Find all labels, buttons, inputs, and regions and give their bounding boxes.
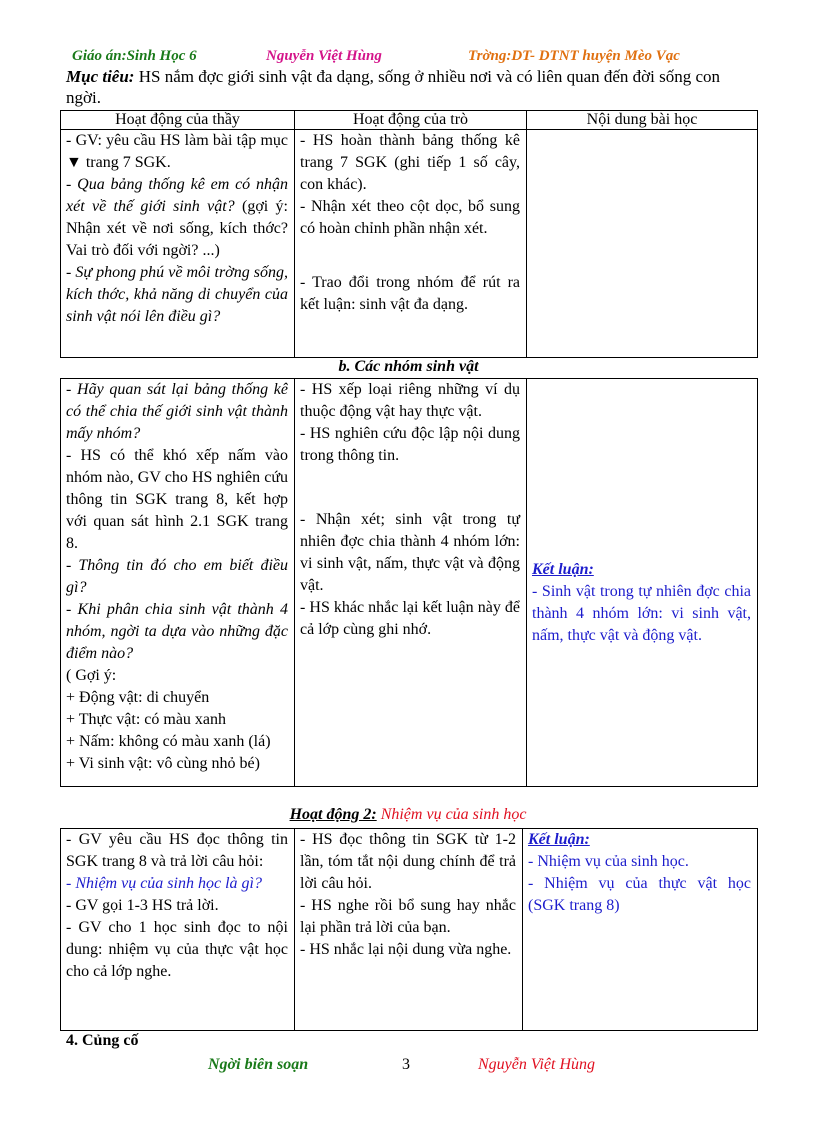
teacher-item: - GV cho 1 học sinh đọc to nội dung: nhiệm vụ của thực vật học cho cả lớp nghe. xyxy=(66,919,288,980)
student-item: - Trao đổi trong nhóm để rút ra kết luận: sinh vật đa dạng. xyxy=(300,274,520,313)
teacher-hint: + Nấm: không có màu xanh (lá) xyxy=(66,733,271,750)
student-cell xyxy=(295,379,527,787)
conclusion-label: Kết luận: xyxy=(532,561,594,578)
activity-table-2 xyxy=(60,378,758,787)
teacher-item: - GV: yêu cầu HS làm bài tập mục ▼ trang 7 SGK. xyxy=(66,132,288,171)
teacher-question: - Khi phân chia sinh vật thành 4 nhóm, ngời ta dựa vào những đặc điểm nào? xyxy=(66,601,288,662)
teacher-hint: (gợi ý: Nhận xét về nơi sống, kích thớc? Vai trò đối với ngời? ...) xyxy=(66,198,288,259)
table-row xyxy=(61,130,758,358)
activity-2-label: Hoạt động 2: xyxy=(289,806,377,823)
consolidation-heading: 4. Củng cố xyxy=(66,1032,139,1049)
content-cell xyxy=(527,130,758,358)
teacher-hint: + Động vật: di chuyển xyxy=(66,689,210,706)
conclusion-item: - Nhiệm vụ của sinh học. xyxy=(528,853,689,870)
objective-label: Mục tiêu: xyxy=(66,67,135,86)
teacher-question: - Hãy quan sát lại bảng thống kê có thể chia thế giới sinh vật thành mấy nhóm? xyxy=(66,381,288,442)
conclusion-item: - Nhiệm vụ của thực vật học (SGK trang 8) xyxy=(528,875,751,914)
col-header-teacher: Hoạt động của thầy xyxy=(61,111,295,130)
activity-table-3 xyxy=(60,828,758,1031)
teacher-question: - Nhiệm vụ của sinh học là gì? xyxy=(66,875,262,892)
section-title: b. Các nhóm sinh vật xyxy=(338,358,479,375)
activity-2-heading xyxy=(0,806,816,824)
table-row xyxy=(61,379,758,787)
header-subject: Giáo án:Sinh Học 6 xyxy=(72,48,197,64)
student-item: - Nhận xét; sinh vật trong tự nhiên đợc chia thành 4 nhóm lớn: vi sinh vật, nấm, thực vật và động vật. xyxy=(300,511,520,594)
page-footer xyxy=(0,1056,816,1080)
col-header-content: Nội dung bài học xyxy=(527,111,758,130)
teacher-hint: + Thực vật: có màu xanh xyxy=(66,711,227,728)
objective-text: HS nắm đợc giới sinh vật đa dạng, sống ở nhiều nơi và có liên quan đến đời sống con ngời. xyxy=(66,67,721,107)
student-cell xyxy=(295,829,523,1031)
student-item: - HS xếp loại riêng những ví dụ thuộc động vật hay thực vật. xyxy=(300,381,520,420)
table-row xyxy=(61,829,758,1031)
conclusion-text: - Sinh vật trong tự nhiên đợc chia thành 4 nhóm lớn: vi sinh vật, nấm, thực vật và động vật. xyxy=(532,583,751,644)
student-item: - HS đọc thông tin SGK từ 1-2 lần, tóm tắt nội dung chính để trả lời câu hỏi. xyxy=(300,831,516,892)
content-cell xyxy=(527,379,758,787)
teacher-question: - Sự phong phú về môi trờng sống, kích thớc, khả năng di chuyển của sinh vật nói lên điều gì? xyxy=(66,264,288,325)
student-item: - HS nghiên cứu độc lập nội dung trong thông tin. xyxy=(300,425,520,464)
table-header-row xyxy=(61,111,758,130)
content-cell xyxy=(523,829,758,1031)
student-item: - HS khác nhắc lại kết luận này để cả lớp cùng ghi nhớ. xyxy=(300,599,520,638)
footer-author: Nguyễn Việt Hùng xyxy=(478,1056,596,1073)
student-item: - HS hoàn thành bảng thống kê trang 7 SGK (ghi tiếp 1 số cây, con khác). xyxy=(300,132,520,193)
teacher-question: - Qua bảng thống kê em có nhận xét về thế giới sinh vật? xyxy=(66,176,288,215)
page-number: 3 xyxy=(402,1056,410,1073)
teacher-cell xyxy=(61,379,295,787)
header-school: Trờng:DT- DTNT huyện Mèo Vạc xyxy=(468,48,680,64)
objective xyxy=(66,66,756,108)
activity-table-1 xyxy=(60,110,758,358)
student-cell xyxy=(295,130,527,358)
col-header-student: Hoạt động của trò xyxy=(295,111,527,130)
header-teacher: Nguyễn Việt Hùng xyxy=(266,48,382,64)
teacher-hint: ( Gợi ý: xyxy=(66,667,117,684)
teacher-cell xyxy=(61,829,295,1031)
student-item: - HS nghe rồi bổ sung hay nhắc lại phần trả lời của bạn. xyxy=(300,897,516,936)
student-item: - Nhận xét theo cột dọc, bổ sung có hoàn chỉnh phần nhận xét. xyxy=(300,198,520,237)
footer-author-label: Ngời biên soạn xyxy=(208,1056,309,1073)
teacher-hint: + Vi sinh vật: vô cùng nhỏ bé) xyxy=(66,755,260,772)
teacher-item: - GV gọi 1-3 HS trả lời. xyxy=(66,897,219,914)
teacher-cell xyxy=(61,130,295,358)
teacher-item: - GV yêu cầu HS đọc thông tin SGK trang 8 và trả lời câu hỏi: xyxy=(66,831,288,870)
teacher-item: - HS có thể khó xếp nấm vào nhóm nào, GV cho HS nghiên cứu thông tin SGK trang 8, kết hợp với quan sát hình 2.1 SGK trang 8. xyxy=(66,447,288,552)
teacher-question: - Thông tin đó cho em biết điều gì? xyxy=(66,557,288,596)
student-item: - HS nhắc lại nội dung vừa nghe. xyxy=(300,941,512,958)
activity-2-title: Nhiệm vụ của sinh học xyxy=(376,806,527,823)
conclusion-label: Kết luận: xyxy=(528,831,590,848)
